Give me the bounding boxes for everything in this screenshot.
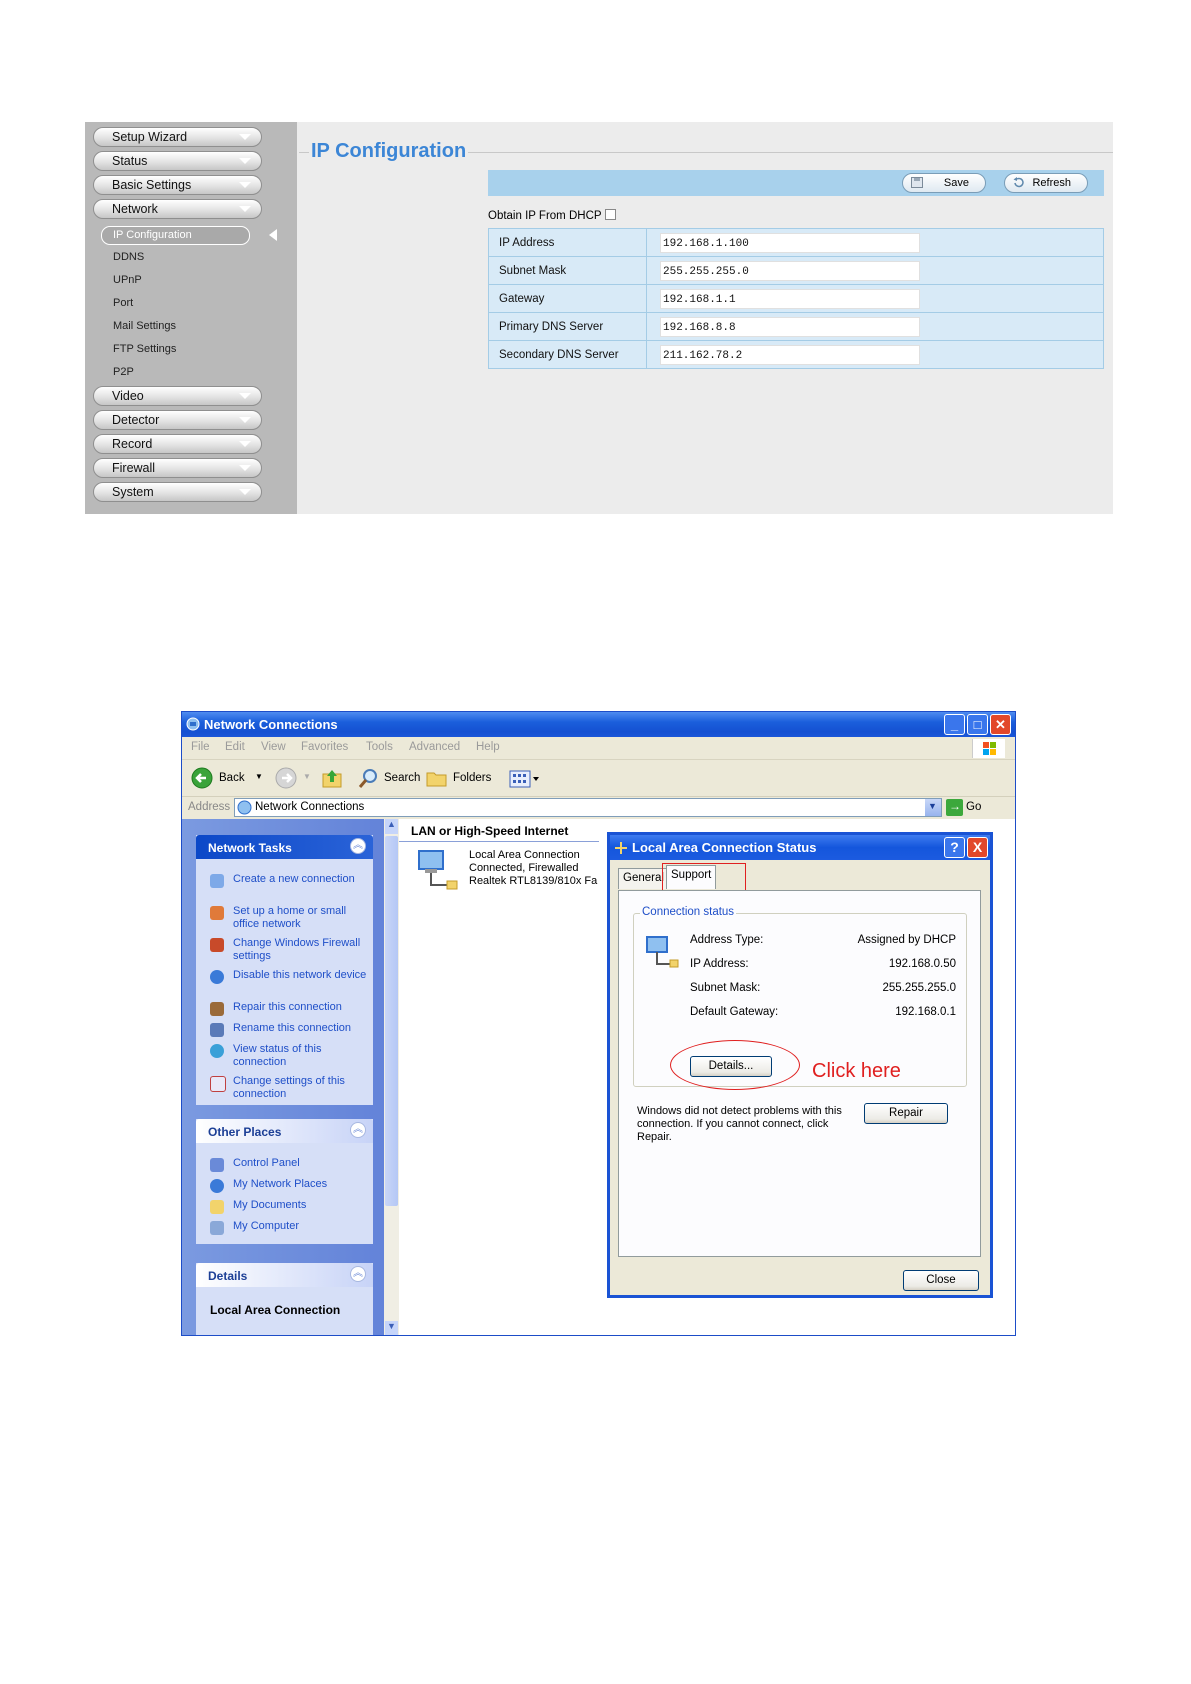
forward-arrow-icon[interactable] <box>275 767 297 789</box>
task-disable-device[interactable] <box>210 969 373 982</box>
chevron-down-icon <box>239 206 251 212</box>
menu-bar <box>182 737 1015 760</box>
field-label: IP Address <box>489 229 647 257</box>
field-label: Subnet Mask <box>489 257 647 285</box>
table-row <box>489 285 1104 313</box>
network-adapter-icon <box>644 934 680 970</box>
status-value: Assigned by DHCP <box>857 934 956 946</box>
group-divider <box>399 841 599 842</box>
click-here-annotation: Click here <box>812 1060 901 1082</box>
connection-status: Connected, Firewalled <box>469 862 579 874</box>
place-label: Control Panel <box>233 1157 300 1169</box>
camera-main-panel <box>297 122 1113 514</box>
maximize-button[interactable] <box>967 714 988 735</box>
menu-file[interactable]: File <box>191 741 210 753</box>
tab-support[interactable]: Support <box>666 865 716 889</box>
minimize-icon: _ <box>950 717 959 732</box>
address-input[interactable] <box>234 798 942 817</box>
place-my-computer[interactable] <box>210 1220 373 1233</box>
menu-label: Status <box>112 154 148 168</box>
up-folder-icon[interactable] <box>321 767 343 789</box>
chevron-down-icon <box>239 441 251 447</box>
refresh-button[interactable] <box>1004 173 1088 193</box>
connection-icon <box>614 841 628 855</box>
field-value-cell <box>647 257 1104 285</box>
help-icon: ? <box>950 839 959 855</box>
network-connections-icon <box>237 800 252 815</box>
menu-favorites[interactable]: Favorites <box>301 741 349 753</box>
address-value: Network Connections <box>255 801 365 813</box>
collapse-icon[interactable]: ︽ <box>350 1122 366 1138</box>
ip-settings-table <box>488 228 1104 369</box>
dialog-body <box>618 890 981 1257</box>
menu-label: Video <box>112 389 144 403</box>
submenu-ip-configuration[interactable]: IP Configuration <box>101 226 250 245</box>
submenu-mail-settings[interactable]: Mail Settings <box>113 320 176 332</box>
details-name: Local Area Connection <box>210 1303 341 1317</box>
save-icon <box>911 177 923 188</box>
field-label: Primary DNS Server <box>489 313 647 341</box>
collapse-icon[interactable]: ︽ <box>350 1266 366 1282</box>
task-rename[interactable] <box>210 1022 373 1035</box>
connection-status-group <box>633 906 967 1087</box>
field-value-cell <box>647 313 1104 341</box>
primary-dns-field[interactable]: 192.168.8.8 <box>660 317 920 337</box>
menu-edit[interactable]: Edit <box>225 741 245 753</box>
dialog-close-button[interactable] <box>967 837 988 858</box>
save-label: Save <box>943 177 969 189</box>
field-value-cell <box>647 285 1104 313</box>
field-label: Gateway <box>489 285 647 313</box>
back-dropdown-icon[interactable]: ▼ <box>255 772 263 781</box>
status-icon <box>210 1044 224 1058</box>
chevron-down-icon <box>239 417 251 423</box>
table-row <box>489 257 1104 285</box>
status-key: IP Address: <box>690 958 749 970</box>
task-pane <box>182 819 384 1336</box>
collapse-icon[interactable]: ︽ <box>350 838 366 854</box>
menu-status[interactable] <box>93 151 262 171</box>
help-button[interactable] <box>944 837 965 858</box>
repair-icon <box>210 1002 224 1016</box>
maximize-icon: □ <box>973 717 982 732</box>
menu-label: System <box>112 485 154 499</box>
search-button[interactable]: Search <box>384 772 421 784</box>
menu-advanced[interactable]: Advanced <box>409 741 461 753</box>
dialog-titlebar[interactable] <box>610 835 990 860</box>
network-adapter-icon <box>415 847 461 893</box>
details-header[interactable] <box>196 1263 373 1287</box>
menu-network[interactable] <box>93 199 262 219</box>
place-label: My Network Places <box>233 1178 328 1190</box>
menu-label: Detector <box>112 413 160 427</box>
menu-tools[interactable]: Tools <box>366 741 393 753</box>
action-bar <box>488 170 1104 196</box>
task-change-settings[interactable] <box>210 1075 373 1101</box>
field-value-cell <box>647 341 1104 369</box>
task-home-network[interactable] <box>210 905 373 931</box>
place-label: My Computer <box>233 1220 300 1232</box>
scroll-up-icon[interactable]: ▲ <box>385 819 398 834</box>
secondary-dns-field[interactable]: 211.162.78.2 <box>660 345 920 365</box>
status-key: Subnet Mask: <box>690 982 761 994</box>
network-connections-icon <box>186 717 200 731</box>
submenu-p2p[interactable]: P2P <box>113 366 134 378</box>
save-button[interactable] <box>902 173 986 193</box>
table-row <box>489 341 1104 369</box>
menu-record[interactable] <box>93 434 262 454</box>
address-bar <box>182 797 1015 819</box>
task-label: Rename this connection <box>233 1022 352 1034</box>
control-panel-icon <box>210 1158 224 1172</box>
place-network-places[interactable] <box>210 1178 373 1191</box>
dhcp-label: Obtain IP From DHCP <box>488 210 602 222</box>
folders-button[interactable]: Folders <box>453 772 492 784</box>
connection-name: Local Area Connection <box>469 849 580 861</box>
menu-label: Record <box>112 437 153 451</box>
details-panel <box>196 1263 373 1336</box>
go-arrow-icon[interactable]: → <box>946 799 963 816</box>
menu-label: Network <box>112 202 158 216</box>
windows-logo-icon <box>972 739 1005 758</box>
camera-sidebar <box>85 122 297 514</box>
tab-general[interactable]: General <box>618 868 669 889</box>
chevron-down-icon <box>239 134 251 140</box>
table-row <box>489 229 1104 257</box>
connection-device: Realtek RTL8139/810x Fa <box>469 875 598 887</box>
network-tasks-header[interactable] <box>196 835 373 859</box>
menu-detector[interactable] <box>93 410 262 430</box>
task-firewall[interactable] <box>210 937 373 963</box>
menu-help[interactable]: Help <box>476 741 500 753</box>
minimize-button[interactable] <box>944 714 965 735</box>
task-create-connection[interactable] <box>210 873 373 886</box>
submenu-upnp[interactable]: UPnP <box>113 274 142 286</box>
search-icon[interactable] <box>358 768 380 790</box>
group-label: Connection status <box>642 906 735 918</box>
close-icon: X <box>972 839 983 855</box>
place-control-panel[interactable] <box>210 1157 373 1170</box>
dhcp-checkbox[interactable] <box>605 209 616 220</box>
details-button[interactable]: Details... <box>690 1056 772 1077</box>
views-icon[interactable] <box>509 770 541 788</box>
firewall-icon <box>210 938 224 952</box>
chevron-down-icon <box>239 182 251 188</box>
disable-icon <box>210 970 224 984</box>
menu-label: Setup Wizard <box>112 130 188 144</box>
camera-web-ui <box>85 122 1113 514</box>
address-label: Address <box>188 801 231 813</box>
connection-status-dialog <box>607 832 993 1298</box>
folders-icon[interactable] <box>426 768 448 788</box>
ip-address-field[interactable]: 192.168.1.100 <box>660 233 920 253</box>
home-network-icon <box>210 906 224 920</box>
chevron-down-icon <box>239 158 251 164</box>
scroll-thumb[interactable] <box>385 836 398 1206</box>
status-value: 255.255.255.0 <box>882 982 956 994</box>
place-label: My Documents <box>233 1199 307 1211</box>
task-view-status[interactable] <box>210 1043 373 1069</box>
rename-icon <box>210 1023 224 1037</box>
chevron-down-icon <box>239 393 251 399</box>
other-places-panel <box>196 1119 373 1244</box>
repair-note: Windows did not detect problems with this connection. If you cannot connect, click Repair. <box>637 1105 842 1143</box>
menu-view[interactable]: View <box>261 741 286 753</box>
window-titlebar[interactable] <box>182 712 1015 737</box>
network-connections-window <box>181 711 1016 1336</box>
address-dropdown-button[interactable] <box>925 799 941 816</box>
task-label: Change settings of this connection <box>233 1075 345 1100</box>
documents-icon <box>210 1200 224 1214</box>
menu-firewall[interactable] <box>93 458 262 478</box>
page-title: IP Configuration <box>311 140 467 162</box>
status-key: Default Gateway: <box>690 1006 779 1018</box>
go-button[interactable]: Go <box>966 801 982 813</box>
back-button[interactable]: Back <box>219 772 245 784</box>
scroll-down-icon[interactable]: ▼ <box>385 1321 398 1336</box>
dialog-title: Local Area Connection Status <box>632 840 817 855</box>
panel-title: Network Tasks <box>208 841 292 855</box>
gateway-field[interactable]: 192.168.1.1 <box>660 289 920 309</box>
menu-system[interactable] <box>93 482 262 502</box>
status-value: 192.168.0.50 <box>888 958 956 970</box>
close-button[interactable] <box>990 714 1011 735</box>
other-places-header[interactable] <box>196 1119 373 1143</box>
menu-setup-wizard[interactable] <box>93 127 262 147</box>
refresh-label: Refresh <box>1032 177 1071 189</box>
settings-icon <box>210 1076 226 1092</box>
chevron-down-icon: ▼ <box>928 801 937 811</box>
task-label: Set up a home or small office network <box>233 905 347 930</box>
table-row <box>489 313 1104 341</box>
field-label: Secondary DNS Server <box>489 341 647 369</box>
close-dialog-button[interactable]: Close <box>903 1270 979 1291</box>
menu-basic-settings[interactable] <box>93 175 262 195</box>
network-tasks-panel <box>196 835 373 1105</box>
task-label: Disable this network device <box>233 969 367 981</box>
forward-dropdown-icon[interactable]: ▼ <box>303 772 311 781</box>
panel-title: Other Places <box>208 1125 282 1139</box>
toolbar <box>182 760 1015 797</box>
window-title: Network Connections <box>204 717 338 732</box>
place-my-documents[interactable] <box>210 1199 373 1212</box>
chevron-down-icon <box>239 465 251 471</box>
close-icon: ✕ <box>995 717 1006 732</box>
submenu-ddns[interactable]: DDNS <box>113 251 145 263</box>
task-pane-scrollbar[interactable] <box>384 819 399 1336</box>
task-repair[interactable] <box>210 1001 373 1014</box>
task-label: Change Windows Firewall settings <box>233 937 361 962</box>
network-places-icon <box>210 1179 224 1193</box>
submenu-port[interactable]: Port <box>113 297 134 309</box>
menu-label: Basic Settings <box>112 178 192 192</box>
new-connection-icon <box>210 874 224 888</box>
computer-icon <box>210 1221 224 1235</box>
back-arrow-icon[interactable] <box>191 767 213 789</box>
status-key: Address Type: <box>690 934 764 946</box>
task-label: Repair this connection <box>233 1001 342 1013</box>
pointer-arrow-icon <box>269 229 277 241</box>
status-value: 192.168.0.1 <box>895 1006 956 1018</box>
task-label: Create a new connection <box>233 873 355 885</box>
menu-label: Firewall <box>112 461 156 475</box>
group-header: LAN or High-Speed Internet <box>411 824 569 838</box>
dhcp-option <box>488 209 616 222</box>
task-label: View status of this connection <box>233 1043 322 1068</box>
field-value-cell <box>647 229 1104 257</box>
submenu-ftp-settings[interactable]: FTP Settings <box>113 343 177 355</box>
chevron-down-icon <box>239 489 251 495</box>
subnet-mask-field[interactable]: 255.255.255.0 <box>660 261 920 281</box>
refresh-icon <box>1013 177 1025 188</box>
menu-video[interactable] <box>93 386 262 406</box>
panel-title: Details <box>208 1269 248 1283</box>
repair-button[interactable]: Repair <box>864 1103 948 1124</box>
